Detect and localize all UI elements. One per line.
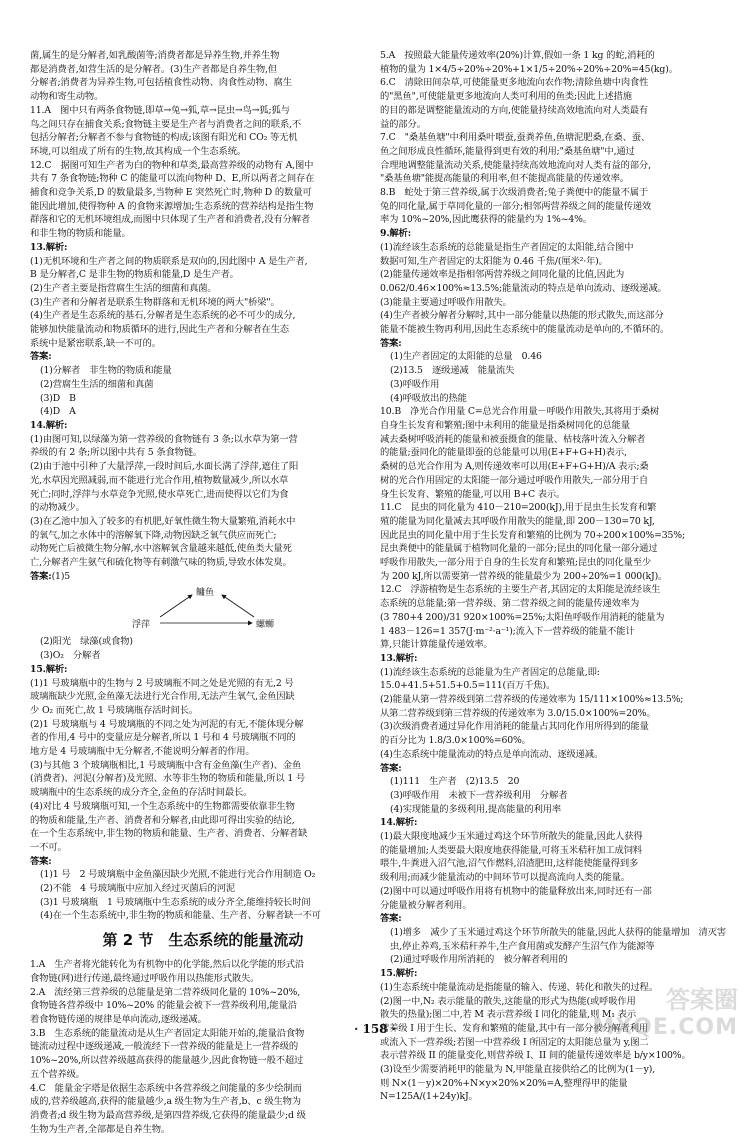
text-line: 5.A 按照最大能量传递效率(20%)计算,假如一条 1 kg 的蛇,消耗的	[380, 50, 655, 61]
text-line: (2)图中可以通过呼吸作用将有机物中的能量释放出来,同时还有一部	[380, 885, 652, 897]
text-line: B 是分解者,C 是非生物的物质和能量,D 是生产者。	[30, 269, 239, 281]
question-11	[380, 501, 726, 583]
text-line: 分能量被分解者利用。	[380, 899, 472, 911]
text-line: 1.A 生产者将光能转化为有机物中的化学能,然后以化学能的形式沿	[30, 959, 305, 971]
text-line: (3)能量主要通过呼吸作用散失。	[380, 296, 512, 308]
text-line: 能量不能被生物再利用,因此生态系统中的能量流动是单向的,不循环的。	[380, 324, 670, 336]
text-line: 在一个生态系统中,非生物的物质和能量、生产者、消费者、分解者缺	[30, 828, 308, 840]
text-line: 10%~20%,所以营养级越高获得的能量越少,因此食物链一般不超过	[30, 1055, 304, 1067]
text-line: 12.C 据图可知生产者为白的物种和草类,最高营养级的动物有 A,图中	[30, 159, 314, 171]
text-line: (1)最大限度地减少玉米通过鸡这个环节所散失的能量,因此人获得	[380, 831, 643, 843]
question-head: 15.解析:	[30, 663, 68, 675]
text-line: 昆虫粪便中的能量属于植物同化量的一部分;昆虫的同化量一部分通过	[380, 543, 658, 555]
section-questions	[30, 958, 376, 1136]
answer-head: 答案:	[30, 855, 52, 867]
question-13	[30, 241, 376, 419]
answer-line: (4)D A	[40, 406, 76, 418]
answer-line: (1)111 生产者 (2)13.5 20	[390, 776, 520, 788]
text-line: 的能量;蚕同化的能量即蚕的总能量可以用(E+F+G+H)表示,	[380, 447, 627, 459]
question-14-right	[380, 816, 726, 967]
text-line: (1)流经该生态系统的总能量是指生产者固定的太阳能,结合图中	[380, 241, 634, 253]
answer-line: (1)增多 减少了玉米通过鸡这个环节所散失的能量,因此人获得的能量增加 清灭害虫,停止养鸡,玉米秸秆养牛,生产食用菌或发酵产生沼气作为能源等	[390, 927, 726, 952]
text-line: (消费者)、河泥(分解者)及光照、水等非生物的物质和能量,所以 1 号	[30, 773, 306, 785]
text-line: 鱼之间形成良性循环,能量得到更有效的利用;"桑基鱼塘"中,通过	[380, 145, 635, 157]
page-number: · 158 ·	[354, 1022, 396, 1036]
food-web-diagram	[30, 583, 376, 635]
text-line: 生物为生产者,全部都是自养生物。	[30, 1123, 171, 1135]
node-left: 浮萍	[132, 620, 151, 631]
text-line: 亡,分解者产生氨气和硫化物等有刺激气味的物质,导致水体发臭。	[30, 557, 292, 569]
text-line: (1)流经该生态系统的总能量为生产者固定的总能量,即:	[380, 666, 600, 678]
text-line: 食物链(网)进行传递,最终通过呼吸作用以热能形式散失。	[30, 972, 260, 984]
text-line: 呼吸作用散失,一部分用于自身的生长发育和繁殖;昆虫的同化量至少	[380, 557, 652, 569]
question-13-right	[380, 652, 726, 816]
text-line: 算,只能计算能量传递效率。	[380, 639, 493, 651]
text-line: 能够加快能量流动和物质循环的进行,因此生产者和分解者在生态	[30, 324, 289, 336]
text-line: 玻璃瓶缺少光照,金鱼藻无法进行光合作用,无法产生氧气,金鱼因缺	[30, 691, 295, 703]
text-line: 8.B 蛇处于第三营养级,属于次级消费者;兔子粪便中的能量不属于	[380, 187, 649, 199]
text-line: (3 780+4 200)/31 920×100%=25%;太阳鱼呼吸作用消耗的能量为	[380, 611, 665, 623]
text-line: (2)能量传递效率是指相邻两营养级之间同化量的比值,因此为	[380, 269, 625, 281]
text-line: (3)在乙池中加入了较多的有机肥,好氧性微生物大量繁殖,消耗水中	[30, 515, 296, 527]
text-line: 五个营养级。	[30, 1068, 85, 1080]
text-line: (1)生态系统中能量流动是指能量的输入、传递、转化和散失的过程。	[380, 981, 658, 993]
text-line: 动物死亡后被微生物分解,水中溶解氧含量越来越低,使鱼类大量死	[30, 543, 292, 555]
text-line: 的动物减少。	[30, 502, 85, 514]
text-line: 级利用;而减少能量流动的中间环节可以提高流向人类的能量。	[380, 872, 630, 884]
node-top: 鳙鱼	[196, 588, 215, 599]
text-line: 着食物链传递的规律是单向流动,逐级递减。	[30, 1014, 207, 1025]
text-line: 桑树的总光合作用为 A,则传递效率可以用(E+F+G+H)/A 表示;桑	[380, 461, 649, 473]
text-line: 群落和它的无机环境组成,而图中只体现了生产者和消费者,没有分解者	[30, 214, 311, 226]
text-line: (3)次级消费者通过异化作用消耗的能量占其同化作用所得到的能量	[380, 721, 649, 733]
answer-label: 答案:	[30, 570, 52, 582]
text-line: 的物质和能量,生产者、消费者和分解者,由此即可得出实验的结论,	[30, 814, 295, 826]
text-line: 养级的有 2 条;所以图中共有 5 条食物链。	[30, 447, 203, 459]
node-right: 螺蛳	[256, 620, 275, 631]
text-line: 1 483－126=1 357(J·m⁻²·a⁻¹);流入下一营养级的能量不能计	[380, 625, 635, 637]
text-line: 益的部分。	[380, 118, 426, 130]
text-line: (3)设至少需要消耗甲的能量为 N,甲能量直接供给乙的比例为(1－y),	[380, 1064, 656, 1076]
answer-line: (3)D B	[40, 392, 76, 404]
text-line: 态系统的总能量;第一营养级、第二营养级之间的能量传递效率为	[380, 598, 640, 610]
text-line: 殖的能量为同化量减去其呼吸作用散失的能量,即 200－130=70 kJ,	[380, 515, 655, 527]
text-line: (4)对比 4 号玻璃瓶可知,一个生态系统中的生物都需要依靠非生物	[30, 800, 295, 812]
text-line: 都是消费者,如营生活的是分解者。(3)生产者都是自养生物,但	[30, 63, 278, 75]
answer-line: (1)1 号 2 号玻璃瓶中金鱼藻因缺少光照,不能进行光合作用制造 O₂	[40, 869, 316, 881]
text-line: 10.B 净光合作用量 C=总光合作用量－呼吸作用散失,其将用于桑树	[380, 406, 660, 418]
text-line: 11.C 昆虫的同化量为 410－210=200(kJ),用于昆虫生长发育和繁	[380, 502, 657, 514]
text-line: 喂牛,牛粪进入沼气池,沼气作燃料,沼渣肥田,这样能使能量得到多	[380, 858, 639, 870]
text-line: (3)生产者和分解者是联系生物群落和无机环境的两大"桥梁"。	[30, 296, 280, 308]
text-line: 的能量增加;人类要最大限度地获得能量,可将玉米秸秆加工成饲料	[380, 844, 642, 856]
answer-line: (2)不能 4 号玻璃瓶中应加入经过灭菌后的河泥	[40, 883, 236, 895]
food-web-arrows	[30, 583, 376, 635]
text-line: 或流入下一营养级;若图一中营养级 I 所固定的太阳能总量为 y,图二	[380, 1036, 649, 1048]
text-line: (4)生产者被分解者分解时,其中一部分能量以热能的形式散失,而这部分	[380, 310, 664, 322]
watermark-logo	[592, 980, 738, 1040]
answer-head: 答案:	[380, 337, 402, 349]
text-line: 2.A 流经第三营养级的总能量是第二营养级同化量的 10%~20%,	[30, 986, 301, 998]
question-head: 13.解析:	[30, 241, 68, 253]
answer-line: (4)呼吸放出的热能	[390, 392, 467, 404]
text-line: 死亡;同时,浮萍与水草竞争光照,使水草死亡,进而使得以它们为食	[30, 488, 289, 500]
answer-line: (2)13.5 逐级递减 能量流失	[390, 365, 515, 377]
text-line: 鸟之间只存在捕食关系;食物链主要是生产者与消费者之间的联系,不	[30, 118, 302, 130]
text-line: 数据可知,生产者固定的太阳能为 0.46 千焦/(厘米²·年)。	[380, 255, 608, 267]
text-line: (1)无机环境和生产者之间的物质联系是双向的,因此图中 A 是生产者,	[30, 255, 308, 267]
question-9	[380, 227, 726, 405]
text-line: 的"黑鱼",可使能量更多地流向人类可利用的鱼类;因此上述措施	[380, 91, 632, 103]
text-line: 的目的都是调整能量流动的方向,使能量持续高效地流向对人类最有	[380, 104, 649, 116]
text-line: 率为 10%~20%,因此鹰获得的能量约为 1%~4%。	[380, 214, 592, 226]
text-line: 成的,营养级越高,获得的能量越少,a 级生物为生产者,b、c 级生物为	[30, 1096, 301, 1108]
text-line: 共有 7 条食物链;物种 C 的能量可以流向物种 D、E,所以两者之间存在	[30, 173, 315, 185]
text-line: 和非生物的物质和能量。	[30, 228, 131, 240]
arrow-right-to-top	[222, 595, 254, 617]
text-line: 从第二营养级到第三营养级的传递效率为 3.0/15.0×100%=20%。	[380, 707, 656, 719]
section-title: 第 2 节 生态系统的能量流动	[102, 931, 304, 950]
text-line: 0.062/0.46×100%≈13.5%;能量流动的特点是单向流动、逐级递减。	[380, 282, 667, 294]
text-line: 的百分比为 1.8/3.0×100%=60%。	[380, 735, 531, 747]
text-line: 减去桑树呼吸消耗的能量和被蚕摄食的能量、枯枝落叶流入分解者	[380, 433, 646, 445]
text-line: 环境,可以组成了所有的生物,故其构成一个生态系统。	[30, 145, 246, 157]
text-line: (4)生产者是生态系统的基石,分解者是生态系统的必不可少的成分,	[30, 310, 296, 322]
question-head: 14.解析:	[380, 817, 418, 829]
question-head: 14.解析:	[30, 419, 68, 431]
answer-line: (2)阳光 绿藻(或食物)	[40, 636, 133, 648]
text-line: 植物的量为 1×4/5÷20%÷20%+1×1/5÷20%÷20%÷20%=45(kg)。	[380, 63, 678, 75]
text-line: 营养级 I 用于生长、发育和繁殖的能量,其中有一部分被分解者利用	[380, 1022, 649, 1034]
question-14	[30, 419, 376, 663]
text-line: 包括分解者;分解者不参与食物链的构成;该图有阳光和 CO₂ 等无机	[30, 132, 298, 144]
left-column	[30, 0, 376, 1136]
question-10	[380, 405, 726, 501]
answer-line: (1)5	[51, 570, 71, 582]
right-top-block	[380, 49, 726, 227]
text-line: 兔的同化量,属于草同化量的一部分;相邻两营养级之间的能量传递效	[380, 200, 652, 212]
answer-head: 答案:	[380, 762, 402, 774]
text-line: 捕食和竞争关系,D 的数量最多,当物种 E 突然死亡时,物种 D 的数量可	[30, 187, 312, 199]
text-line: (1)由图可知,以绿藻为第一营养级的食物链有 3 条;以水草为第一营	[30, 433, 298, 445]
text-line: (2)1 号玻璃瓶与 4 号玻璃瓶的不同之处为河泥的有无,不能体现分解	[30, 718, 304, 730]
text-line: (1)1 号玻璃瓶中的生物与 2 号玻璃瓶不同之处是光照的有无,2 号	[30, 677, 294, 689]
text-line: 因此昆虫的同化量中用于生长发育和繁殖的比例为 70÷200×100%=35%;	[380, 529, 685, 541]
answer-line: (1)生产者固定的太阳能的总量 0.46	[390, 351, 542, 363]
text-line: 地方是 4 号玻璃瓶中无分解者,不能说明分解者的作用。	[30, 746, 255, 758]
answer-line: (3)呼吸作用	[390, 378, 440, 390]
text-line: 分解者;消费者为异养生物,可包括植食性动物、肉食性动物、腐生	[30, 77, 292, 89]
answer-line: (2)营腐生生活的细菌和真菌	[40, 378, 154, 390]
text-line: 少 O₂ 而死亡,故 1 号玻璃瓶存活时间长。	[30, 704, 199, 716]
question-12	[380, 583, 726, 652]
text-line: 7.C "桑基鱼塘"中利用桑叶喂蚕,蚕粪养鱼,鱼塘泥肥桑,在桑、蚕、	[380, 132, 651, 144]
left-top-block	[30, 49, 376, 241]
text-line: (3)与其他 3 个玻璃瓶相比,1 号玻璃瓶中含有金鱼藻(生产者)、金鱼	[30, 759, 302, 771]
text-line: 的氧气,加之水体中的溶解氧下降,动物因缺乏氧气供应而死亡;	[30, 529, 277, 541]
watermark-bottom: MXQE.COM	[592, 1015, 738, 1040]
text-line: 光,水草因光照减弱,而不能进行光合作用,植物数量减少,所以水草	[30, 474, 289, 486]
right-column	[380, 0, 726, 1104]
watermark-top: 答案圈	[666, 986, 738, 1014]
text-line: (2)图一中,N₂ 表示能量的散失,这能量的形式为热能(或呼吸作用	[380, 995, 636, 1007]
text-line: 者的作用,4 号中的变量应是分解者,所以 1 号和 4 号玻璃瓶不同的	[30, 732, 296, 744]
text-line: (2)由于池中引种了大量浮萍,一段时间后,水面长满了浮萍,遮住了阳	[30, 461, 299, 473]
text-line: (2)生产者主要是指营腐生生活的细菌和真菌。	[30, 282, 217, 294]
text-line: 能因此增加,使得物种 A 的食物来源增加;生态系统的营养结构是指生物	[30, 200, 314, 212]
answer-line: (4)实现能量的多级利用,提高能量的利用率	[390, 803, 562, 815]
text-line: 系统中是紧密联系,缺一不可的。	[30, 337, 161, 349]
text-line: 表示营养级 II 的能量变化,则营养级 I、II 间的能量传递效率是 b/y×100%。	[380, 1050, 691, 1062]
text-line: "桑基鱼塘"能提高能量的利用率,但不能提高能量的传递效率。	[380, 173, 629, 185]
text-line: 一不可。	[30, 841, 67, 853]
text-line: 链流动过程中逐级递减,一般流经下一营养级的能量是上一营养级的	[30, 1041, 299, 1053]
answer-line: (3)O₂ 分解者	[40, 650, 101, 662]
text-line: 自身生长发育和繁殖;图中未利用的能量是指桑树同化的总能量	[380, 419, 630, 431]
question-15	[30, 663, 376, 923]
text-line: 15.0+41.5+51.5+0.5=111(百万千焦)。	[380, 680, 556, 692]
answer-head	[30, 570, 376, 584]
answer-line: (2)通过呼吸作用所消耗的 被分解者利用的	[390, 954, 568, 966]
text-line: 散失的热量);图二中,若 M 表示营养级 I 同化的能量,则 M₁ 表示	[380, 1009, 636, 1021]
text-line: 菌,属生的是分解者,如乳酸菌等;消费者都是异养生物,并养生物	[30, 50, 280, 61]
answer-head: 答案:	[30, 351, 52, 363]
text-line: 4.C 能量金字塔是依据生态系统中各营养级之间能量的多少绘制而	[30, 1082, 302, 1094]
answer-line: (3)呼吸作用 未被下一营养级利用 分解者	[390, 789, 568, 801]
answer-line: (3)1 号玻璃瓶 1 号玻璃瓶中生态系统的成分齐全,能维持较长时间	[40, 896, 311, 908]
question-head: 9.解析:	[380, 228, 411, 240]
answer-line: (1)分解者 非生物的物质和能量	[40, 365, 172, 377]
text-line: (4)生态系统中能量流动的特点是单向流动、逐级递减。	[380, 748, 604, 760]
text-line: N=125A/(1+24y)kJ。	[380, 1091, 478, 1103]
text-line: 则 N×(1－y)×20%+N×y×20%×20%=A,整理得甲的能量	[380, 1077, 628, 1089]
text-line: 树的光合作用固定的太阳能一部分通过呼吸作用散失,一部分用于自	[380, 474, 649, 486]
text-line: 6.C 清除田间杂草,可使能量更多地流向农作物;清除鱼塘中肉食性	[380, 77, 649, 89]
arrow-left-to-top	[160, 595, 192, 617]
text-line: 身生长发育、繁殖的能量,可以用 B+C 表示。	[380, 488, 566, 500]
question-head: 13.解析:	[380, 652, 418, 664]
text-line: 11.A 图中只有两条食物链,即草→兔→狐,草→昆虫→鸟→狐;狐与	[30, 104, 290, 116]
answer-head: 答案:	[380, 913, 402, 925]
text-line: (2)能量从第一营养级到第二营养级的传递效率为 15/111×100%≈13.5%;	[380, 694, 684, 706]
question-head: 15.解析:	[380, 968, 418, 980]
text-line: 12.C 浮游植物是生态系统的主要生产者,其固定的太阳能是流经该生	[380, 584, 661, 596]
text-line: 消费者;d 级生物为最高营养级,是第四营养级,它获得的能量最少;d 级	[30, 1109, 306, 1121]
text-line: 3.B 生态系统的能量流动是从生产者固定太阳能开始的,能量沿食物	[30, 1027, 305, 1039]
text-line: 为 200 kJ,所以需要第一营养级的能量最少为 200÷20%=1 000(kJ)。	[380, 570, 668, 582]
text-line: 合理地调整能量流动关系,使能量持续高效地流向对人类有益的部分,	[380, 159, 651, 171]
text-line: 玻璃瓶中的生态系统的成分齐全,金鱼的存活时间最长。	[30, 787, 253, 799]
text-line: 动物和寄生动物。	[30, 91, 104, 103]
text-line: 食物链各营养级中 10%~20% 的能量会被下一营养级利用,能量沿	[30, 1000, 297, 1012]
answer-line: (4)在一个生态系统中,非生物的物质和能量、生产者、分解者缺一不可	[40, 910, 321, 922]
